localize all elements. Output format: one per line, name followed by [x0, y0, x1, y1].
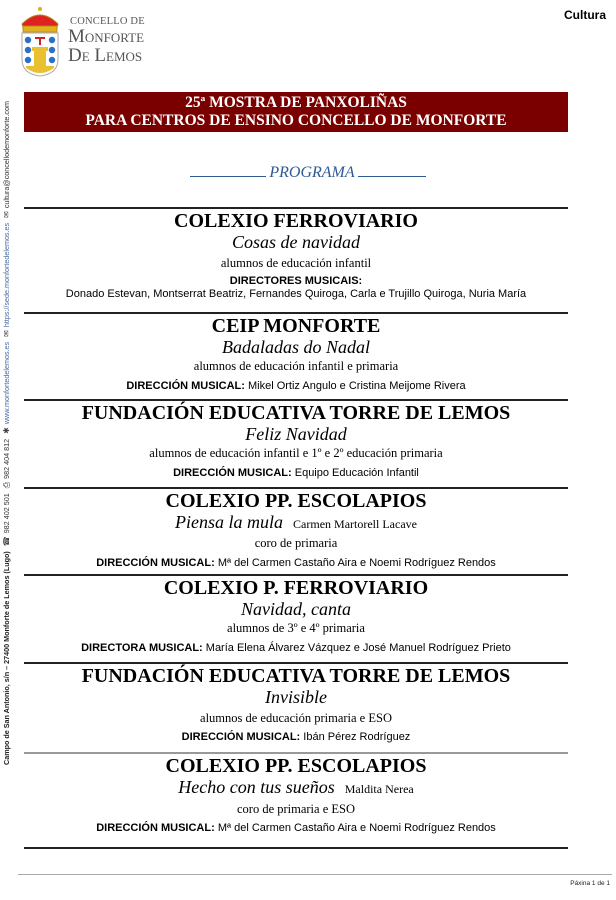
director-label: DIRECCIÓN MUSICAL: — [126, 380, 245, 392]
programa-heading — [0, 162, 616, 182]
program-entry — [24, 402, 568, 481]
programa-label: PROGRAMA — [269, 164, 355, 181]
director-label: DIRECCIÓN MUSICAL: — [96, 822, 215, 834]
program-entry — [24, 665, 568, 745]
director-names: Mª del Carmen Castaño Aira e Noemi Rodríguez Rendos — [217, 557, 496, 569]
divider — [24, 312, 568, 314]
school-name: COLEXIO FERROVIARIO — [174, 210, 418, 232]
musical-direction — [24, 378, 568, 394]
footer-divider — [18, 874, 612, 875]
director-names: Mª del Carmen Castaño Aira e Noemi Rodríguez Rendos — [217, 822, 496, 834]
song-title: Invisible — [265, 687, 327, 707]
song-title: Navidad, canta — [241, 599, 351, 619]
divider — [24, 752, 568, 754]
song-title: Hecho con tus sueños Maldita Nerea — [178, 777, 414, 797]
divider — [24, 399, 568, 401]
performer-group: alumnos de educación infantil — [220, 256, 372, 270]
divider — [24, 574, 568, 576]
mail-icon: ✉ — [2, 330, 11, 337]
department-label: Cultura — [564, 8, 606, 22]
program-entry — [24, 490, 568, 571]
email-link[interactable]: cultura@concellodemonforte.com — [2, 100, 11, 209]
program-entry — [24, 315, 568, 394]
website-link[interactable]: www.monfortedelemos.es — [2, 341, 11, 425]
director-names: Mikel Ortiz Angulo e Cristina Meijome Rivera — [247, 380, 466, 392]
programa-rule-right — [358, 162, 426, 177]
director-label: DIRECTORA MUSICAL: — [81, 642, 203, 654]
performer-group: alumnos de 3º e 4º primaria — [227, 621, 365, 635]
divider — [24, 847, 568, 849]
program-entry — [24, 755, 568, 836]
program-entry — [24, 210, 568, 301]
title-banner — [24, 92, 568, 132]
school-name: COLEXIO PP. ESCOLAPIOS — [165, 755, 427, 777]
director-label: DIRECCIÓN MUSICAL: — [181, 731, 301, 743]
logo-line-1: CONCELLO DE — [70, 16, 145, 27]
song-title: Cosas de navidad — [232, 232, 360, 252]
musical-direction — [24, 729, 568, 745]
director-names: María Elena Álvarez Vázquez e José Manuel Rodríguez Prieto — [205, 642, 511, 654]
logo-line-3: De Lemos — [68, 45, 143, 66]
fax-icon: ⎙ — [2, 481, 11, 489]
performer-group: coro de primaria e ESO — [236, 802, 355, 816]
school-name: COLEXIO P. FERROVIARIO — [163, 577, 429, 599]
phone-number: 982 402 501 — [2, 493, 11, 534]
musical-direction — [24, 820, 568, 836]
school-name: COLEXIO PP. ESCOLAPIOS — [165, 490, 427, 512]
divider — [24, 487, 568, 489]
director-names: Donado Estevan, Montserrat Beatriz, Fernandes Quiroga, Carla e Trujillo Quiroga, Nuria María — [65, 288, 527, 300]
banner-line-2: PARA CENTROS DE ENSINO CONCELLO DE MONFORTE — [85, 112, 507, 129]
program-entry — [24, 577, 568, 656]
director-label: DIRECTORES MUSICAIS: — [229, 275, 363, 287]
composer: Carmen Martorell Lacave — [293, 517, 417, 531]
director-label: DIRECCIÓN MUSICAL: — [173, 467, 292, 479]
performer-group: alumnos de educación infantil e 1º e 2º educación primaria — [149, 446, 443, 460]
coat-of-arms-icon — [18, 4, 62, 78]
school-name: FUNDACIÓN EDUCATIVA TORRE DE LEMOS — [81, 665, 511, 687]
contact-sidebar — [0, 100, 14, 765]
phone-icon: ☎ — [2, 536, 11, 547]
musical-direction — [24, 555, 568, 571]
song-title: Feliz Navidad — [245, 424, 347, 444]
composer: Maldita Nerea — [344, 782, 414, 796]
school-name: CEIP MONFORTE — [211, 315, 381, 337]
performer-group: alumnos de educación primaria e ESO — [200, 711, 392, 725]
musical-direction — [24, 640, 568, 656]
mail-icon: ✉ — [2, 211, 11, 218]
logo-line-2: Monforte — [68, 26, 145, 47]
school-name: FUNDACIÓN EDUCATIVA TORRE DE LEMOS — [81, 402, 511, 424]
divider — [24, 662, 568, 664]
song-title: Badaladas do Nadal — [221, 337, 370, 357]
banner-line-1: 25ª MOSTRA DE PANXOLIÑAS — [185, 94, 407, 111]
musical-direction — [24, 465, 568, 481]
director-names: Ibán Pérez Rodríguez — [303, 731, 411, 743]
fax-number: 982 404 812 — [2, 438, 11, 479]
performer-group: alumnos de educación infantil e primaria — [193, 359, 399, 373]
web-icon: ✱ — [2, 427, 11, 434]
performer-group: coro de primaria — [254, 536, 338, 550]
divider — [24, 207, 568, 209]
sede-link[interactable]: https://sede.monfortedelemos.es — [2, 222, 11, 328]
director-label: DIRECCIÓN MUSICAL: — [96, 557, 215, 569]
programa-rule-left — [190, 162, 266, 177]
address: Campo de San Antonio, s/n – 27400 Monforte de Lemos (Lugo) — [2, 551, 11, 765]
song-title: Piensa la mula Carmen Martorell Lacave — [175, 512, 417, 532]
concello-logo — [18, 4, 198, 78]
page-number: Páxina 1 de 1 — [570, 880, 610, 887]
director-names: Equipo Educación Infantil — [294, 467, 419, 479]
